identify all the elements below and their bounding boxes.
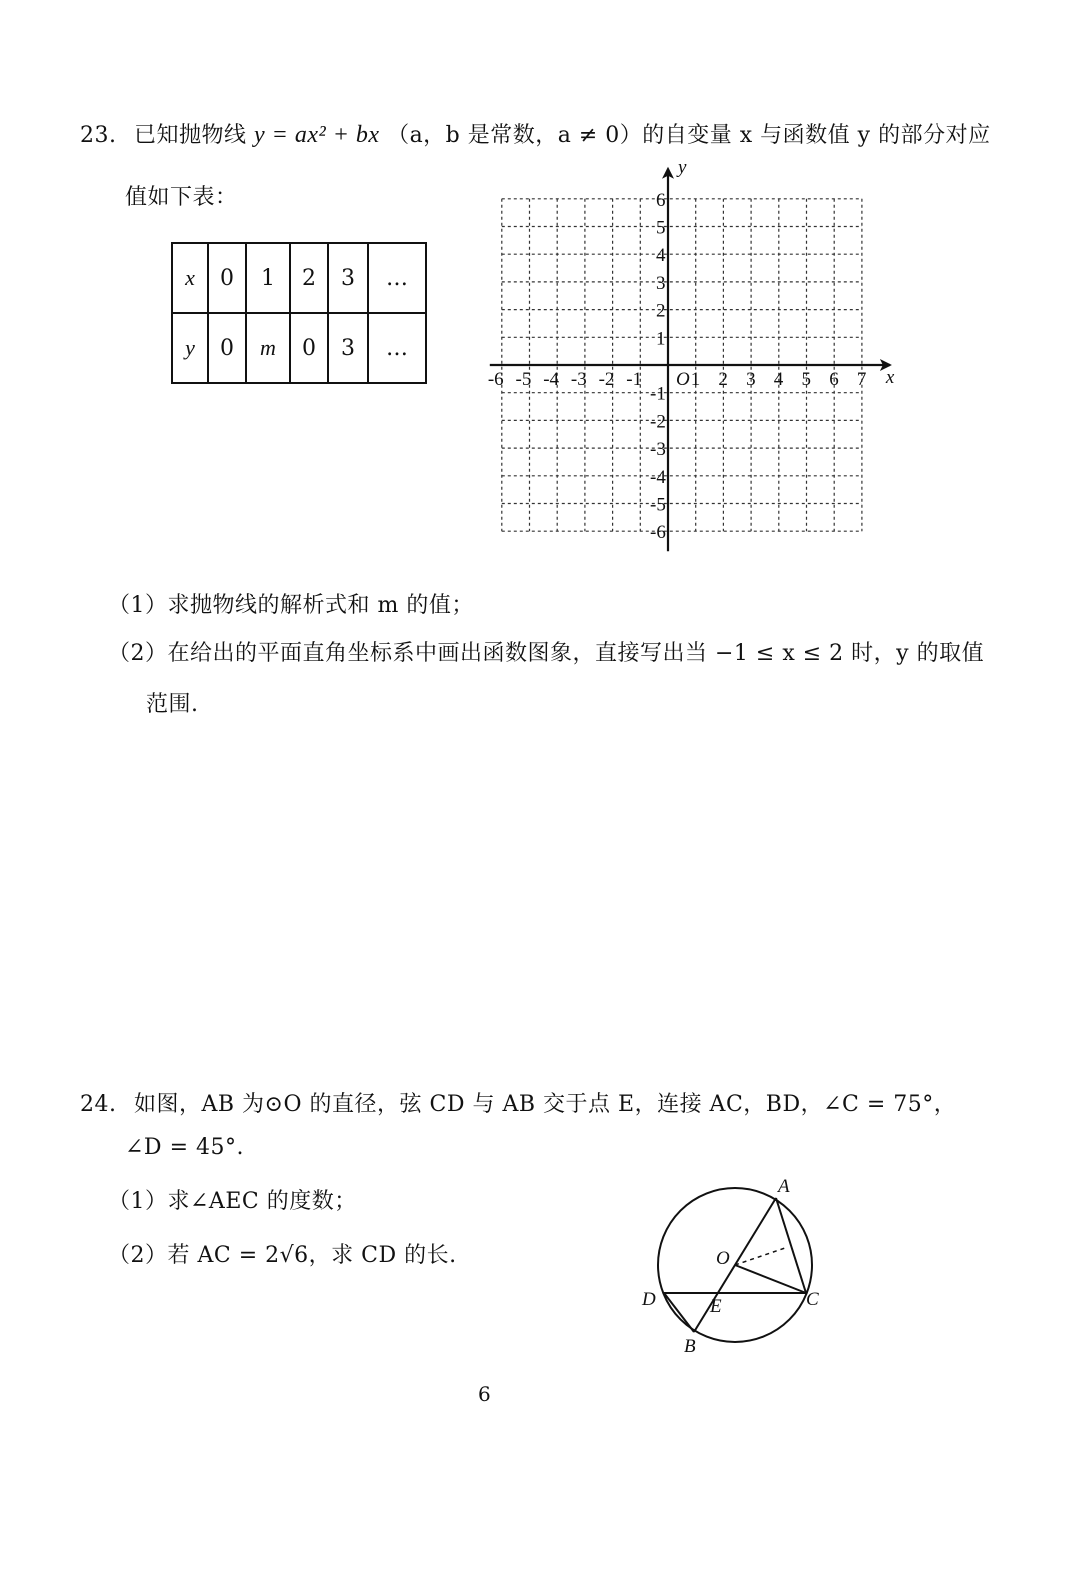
x-tick-label: 1 — [690, 369, 701, 390]
table-cell: 3 — [328, 313, 368, 383]
x-axis-label: x — [885, 367, 895, 388]
table-cell: 1 — [246, 243, 290, 313]
q23-part2: （2）在给出的平面直角坐标系中画出函数图象，直接写出当 −1 ≤ x ≤ 2 时，y 的取值 — [108, 641, 985, 666]
y-tick-label: 2 — [656, 300, 666, 322]
q24-line2: ∠D = 45°. — [125, 1135, 244, 1160]
q23-formula: y = ax² + bx — [254, 122, 380, 148]
table-cell: y — [172, 313, 208, 383]
x-tick-label: 6 — [829, 369, 839, 390]
x-tick-label: -4 — [543, 369, 560, 390]
q24-number: 24. — [80, 1092, 117, 1117]
y-tick-label: -1 — [650, 383, 666, 405]
q24-part2: （2）若 AC = 2√6，求 CD 的长. — [108, 1243, 457, 1268]
coordinate-grid — [487, 156, 910, 565]
label-e: E — [710, 1296, 722, 1317]
table-cell: 0 — [208, 313, 246, 383]
x-tick-label: -5 — [515, 369, 532, 390]
y-tick-label: -4 — [650, 466, 666, 488]
table-cell: … — [368, 313, 426, 383]
label-b: B — [684, 1336, 696, 1357]
q23-number: 23. — [80, 123, 117, 148]
table-cell: x — [172, 243, 208, 313]
q23-part1: （1）求抛物线的解析式和 m 的值； — [108, 593, 474, 618]
y-tick-label: 3 — [656, 272, 666, 294]
x-tick-label: 4 — [773, 369, 784, 390]
q24-part1: （1）求∠AEC 的度数； — [108, 1189, 357, 1214]
x-tick-label: -2 — [598, 369, 615, 390]
q23-part2-cont: 范围. — [146, 692, 199, 717]
table-row-y — [172, 313, 426, 383]
table-cell: 0 — [290, 313, 328, 383]
y-tick-label: -6 — [650, 522, 666, 544]
q23-intro-b: （a，b 是常数，a ≠ 0）的自变量 x 与函数值 y 的部分对应 — [387, 123, 991, 148]
page-number: 6 — [478, 1382, 491, 1406]
segment-bd — [664, 1293, 694, 1332]
table-cell: 2 — [290, 243, 328, 313]
x-tick-label: 2 — [718, 369, 728, 390]
table-cell: 0 — [208, 243, 246, 313]
y-tick-label: -5 — [650, 494, 666, 516]
x-tick-label: 5 — [801, 369, 811, 390]
q23-intro-a: 已知抛物线 — [134, 123, 247, 148]
y-axis-label: y — [678, 156, 687, 178]
value-table — [171, 242, 427, 384]
x-tick-label: -1 — [626, 369, 643, 390]
y-tick-label: 4 — [656, 245, 666, 267]
y-tick-label: -3 — [650, 439, 666, 461]
x-tick-label: 7 — [856, 369, 867, 390]
y-tick-label: 6 — [656, 189, 666, 211]
dashed-segment — [735, 1248, 785, 1265]
x-tick-label: -3 — [570, 369, 587, 390]
table-row-x — [172, 243, 426, 313]
label-c: C — [806, 1289, 819, 1310]
table-cell: m — [246, 313, 290, 383]
q24-statement: 如图，AB 为⊙O 的直径，弦 CD 与 AB 交于点 E，连接 AC，BD，∠C = 75°， — [134, 1092, 957, 1117]
q24-line1 — [80, 1087, 956, 1118]
label-o: O — [716, 1248, 730, 1269]
table-cell: 3 — [328, 243, 368, 313]
label-d: D — [642, 1289, 656, 1310]
q23-line2: 值如下表： — [125, 185, 238, 210]
y-tick-label: 1 — [656, 328, 666, 350]
label-a: A — [778, 1176, 790, 1197]
y-tick-label: 5 — [656, 217, 666, 239]
segment-oc — [735, 1265, 806, 1293]
x-tick-label: -6 — [487, 369, 504, 390]
circle-figure — [630, 1170, 850, 1360]
q23-line1 — [80, 118, 991, 149]
origin-label: O — [676, 369, 690, 390]
table-cell: … — [368, 243, 426, 313]
x-tick-label: 3 — [746, 369, 756, 390]
y-tick-label: -2 — [650, 411, 666, 433]
grid-axes — [487, 167, 892, 551]
